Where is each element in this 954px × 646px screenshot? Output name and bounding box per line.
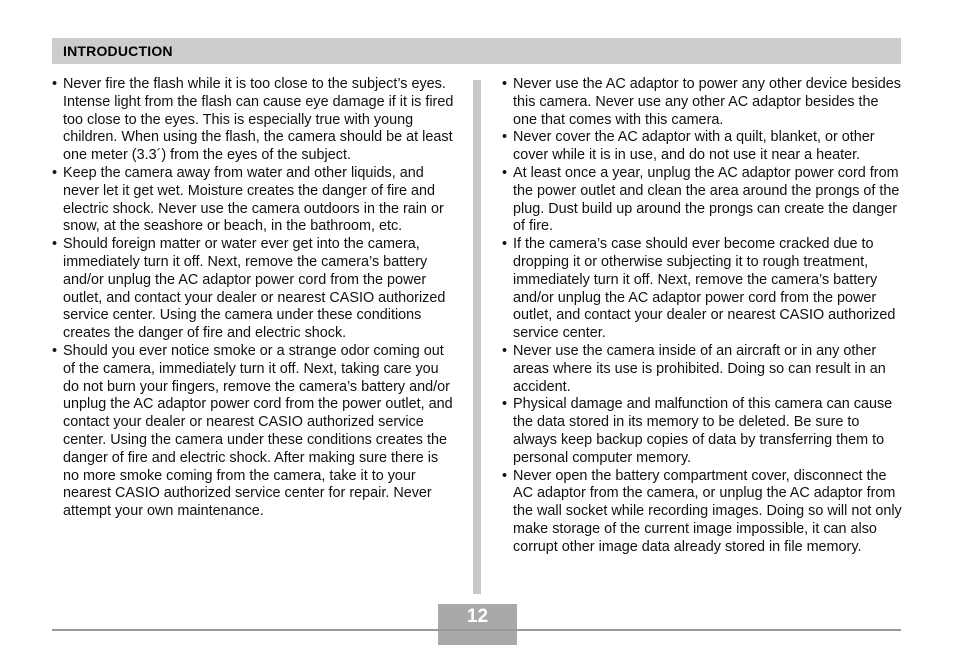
right-column [502,76,902,557]
list-item-text: Never fire the flash while it is too close to the subject’s eyes. Intense light from the flash can cause eye damage if it is fired too close to the eyes. This is especially true with young children. When using the flash, the camera should be at least one meter (3.3´) from the eyes of the subject. [63,76,454,164]
bullet-icon: • [52,76,58,92]
list-item [502,468,902,557]
bullet-icon: • [52,164,58,181]
list-item [502,236,902,343]
bullet-icon: • [502,396,508,413]
list-item [52,343,454,521]
bullet-icon: • [52,342,58,359]
page-number-tab [438,631,517,645]
list-item-text: Should you ever notice smoke or a strange odor coming out of the camera, immediately turn it off. Next, taking care you do not burn your fingers, remove the camera’s battery and/or unplug the AC adaptor power cord from the power outlet, and contact your dealer or nearest CASIO authorized service center. Using the camera under these conditions creates the danger of fire and electric shock. After making sure there is no more smoke coming from the camera, take it to your nearest CASIO authorized service center for repair. Never attempt your own maintenance. [63,342,453,520]
left-column [52,76,454,521]
list-item-text: Physical damage and malfunction of this camera can cause the data stored in its memory to be deleted. Be sure to always keep backup copies of data by transferring them to personal computer memory. [513,396,893,466]
bullet-icon: • [502,129,508,146]
list-item [502,76,902,129]
list-item-text: Never use the AC adaptor to power any other device besides this camera. Never use any other AC adaptor besides the one that comes with this camera. [513,76,901,128]
list-item [52,236,454,343]
left-bullet-list [52,76,454,521]
list-item [502,343,902,396]
list-item [502,129,902,165]
bullet-icon: • [502,76,508,92]
bullet-icon: • [502,467,508,484]
bullet-icon: • [502,342,508,359]
list-item-text: Should foreign matter or water ever get into the camera, immediately turn it off. Next, remove the camera’s battery and/or unplug the AC adaptor power cord from the power outlet, and contact your dealer or nearest CASIO authorized service center. Using the camera under these conditions creates the danger of fire and electric shock. [63,236,446,342]
list-item [502,165,902,236]
list-item-text: Never cover the AC adaptor with a quilt, blanket, or other cover while it is in use, and do not use it near a heater. [513,129,875,164]
bullet-icon: • [52,236,58,253]
bullet-icon: • [502,164,508,181]
list-item [52,76,454,165]
list-item-text: Never use the camera inside of an aircraft or in any other areas where its use is prohibited. Doing so can result in an accident. [513,342,886,395]
list-item-text: Never open the battery compartment cover, disconnect the AC adaptor from the camera, or unplug the AC adaptor from the wall socket while recording images. Doing so will not only make storage of the current image impossible, it can also corrupt other image data already stored in file memory. [513,467,902,555]
right-bullet-list [502,76,902,557]
section-header-bar [52,38,901,64]
list-item-text: Keep the camera away from water and other liquids, and never let it get wet. Moisture creates the danger of fire and electric shock. Never use the camera outdoors in the rain or snow, at the seashore or beach, in the bathroom, etc. [63,164,444,235]
bullet-icon: • [502,236,508,253]
list-item [502,396,902,467]
page-number: 12 [438,604,517,629]
page-number-box [438,604,517,645]
section-title: INTRODUCTION [63,43,173,59]
list-item [52,165,454,236]
column-divider [473,80,481,594]
list-item-text: If the camera’s case should ever become cracked due to dropping it or otherwise subjecting it to rough treatment, immediately turn it off. Next, remove the camera’s battery and/or unplug the AC adaptor power cord from the power outlet, and contact your dealer or nearest CASIO authorized service center. [513,236,896,342]
list-item-text: At least once a year, unplug the AC adaptor power cord from the power outlet and clean the area around the prongs of the plug. Dust build up around the prongs can create the danger of fire. [513,164,900,235]
